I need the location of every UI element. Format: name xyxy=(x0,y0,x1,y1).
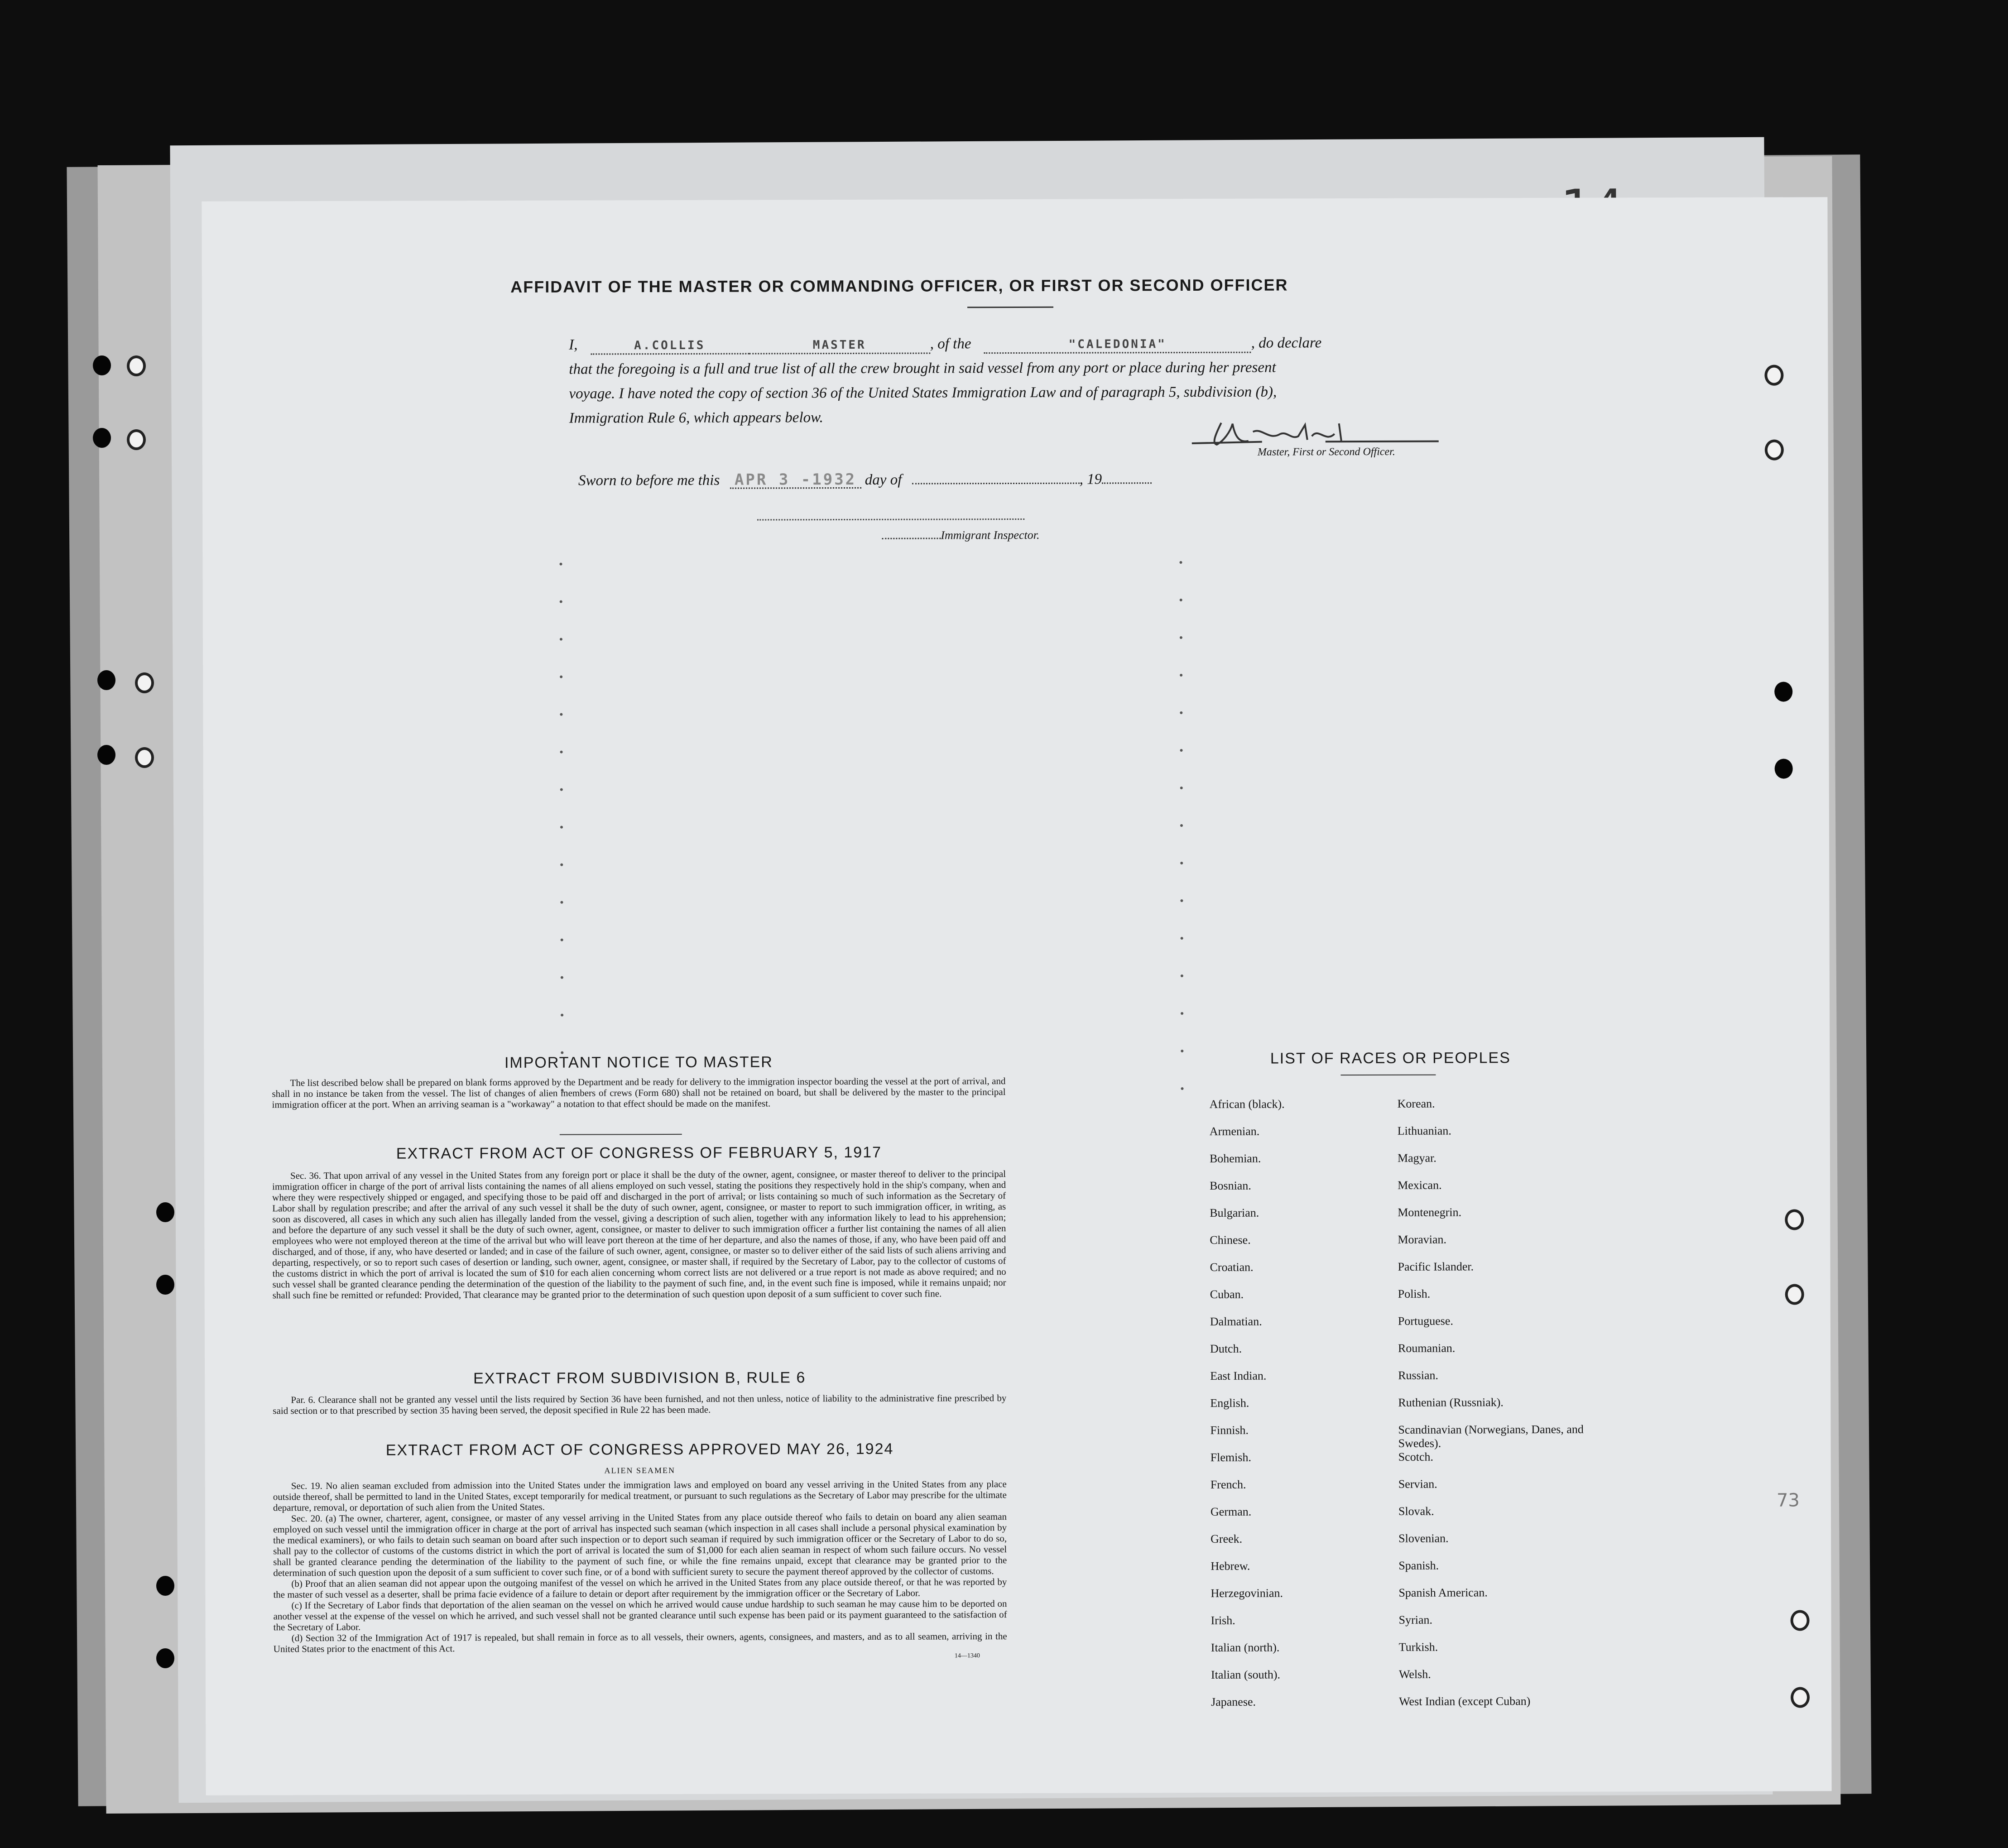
race-entry: English. xyxy=(1210,1396,1249,1410)
affidavit-form-sheet xyxy=(202,197,1831,1795)
important-notice-heading: IMPORTANT NOTICE TO MASTER xyxy=(504,1053,773,1071)
column-dot xyxy=(560,638,562,641)
margin-note: 73 xyxy=(1776,1490,1800,1511)
sec20b-text: (b) Proof that an alien seaman did not appear upon the outgoing manifest of the vessel on which he arrived in the United States from any place outside thereof, or that he was reported by the master of such vessel as a deserter, shall be prima facie evidence of a failure to detain or deport after requirement by the immigration officer or the Secretary of Labor. xyxy=(273,1576,1007,1600)
column-dot xyxy=(560,713,562,716)
race-entry: Magyar. xyxy=(1397,1151,1436,1165)
column-dot xyxy=(560,826,563,829)
punch-hole xyxy=(135,747,154,768)
column-dot xyxy=(560,751,563,754)
punch-hole xyxy=(1791,1610,1810,1631)
race-entry: East Indian. xyxy=(1210,1369,1267,1382)
declaration-line-2: that the foregoing is a full and true list of all the crew brought in said vessel from any port or place during her present xyxy=(569,359,1276,378)
extract-1924-body xyxy=(273,1478,1007,1661)
master-rank-field: MASTER xyxy=(749,337,930,354)
race-entry: Roumanian. xyxy=(1398,1341,1456,1355)
extract-1917-body: Sec. 36. That upon arrival of any vessel in the United States from any foreign port or place it shall be the duty of the owner, agent, consignee, or master thereof to deliver to the principal immigration officer in charge of the port of arrival lists containing the names of all aliens employed on such vessel, stating the positions they respectively hold in the ship's company, when and where they were respectively shipped or engaged, and specifying those to be paid off and discharged in the port of arrival; or lists containing so much of such information as the Secretary of Labor shall by regulation prescribe; and after the arrival of any such vessel it shall be the duty of such owner, agent, consignee, or master to report to such immigration officer, in writing, as soon as discovered, all cases in which any such alien has illegally landed from the vessel, giving a description of such alien, together with any information likely to lead to his apprehension; and before the departure of any such vessel it shall be the duty of such owner, agent, consignee, or master to deliver to such immigration officer a further list containing the names of all alien employees who were not employed thereon at the time of the arrival but who will leave port thereon at the time of her departure, and also the names of those, if any, who have been paid off and discharged, and of those, if any, who have deserted or landed; and in case of the failure of such owner, agent, consignee, or master so to deliver either of the said lists of such aliens arriving and departing, respectively, or so to report such cases of desertion or landing, such owner, agent, consignee, or master shall, if required by the Secretary of Labor, pay to the collector of customs of the customs district in which the port of arrival is located the sum of $10 for each alien concerning whom correct lists are not delivered or a true report is not made as above required; and no such vessel shall be granted clearance pending the determination of the question of the liability to the payment of such fine, and, in the event such fine is imposed, while it remains unpaid; nor shall such fine be remitted or refunded: Provided, That clearance may be granted prior to the determination of such question upon deposit of a sum sufficient to cover such fine. xyxy=(272,1168,1006,1301)
race-entry: Slovenian. xyxy=(1398,1531,1449,1545)
column-dot xyxy=(1180,674,1182,677)
column-dot xyxy=(1180,711,1182,714)
races-column-1 xyxy=(1210,1097,1393,1723)
column-dot xyxy=(1180,749,1183,752)
punch-hole xyxy=(97,745,115,765)
column-dot xyxy=(1181,974,1183,977)
races-rule xyxy=(1340,1075,1436,1076)
column-dot xyxy=(1181,1012,1183,1015)
punch-hole xyxy=(1774,682,1792,702)
declaration-line-3: voyage. I have noted the copy of section 36 of the United States Immigration Law and of paragraph 5, subdivision (b), xyxy=(569,384,1277,402)
heading-rule xyxy=(967,307,1053,308)
race-entry: Lithuanian. xyxy=(1397,1124,1451,1138)
column-dot xyxy=(1180,636,1182,639)
race-entry: Russian. xyxy=(1398,1368,1439,1382)
column-dot xyxy=(1180,787,1183,789)
column-dot xyxy=(559,563,562,566)
race-entry: Pacific Islander. xyxy=(1398,1260,1474,1273)
race-entry: Flemish. xyxy=(1210,1450,1252,1464)
race-entry: Moravian. xyxy=(1398,1233,1447,1246)
punch-hole xyxy=(93,428,111,448)
punch-hole xyxy=(1764,365,1783,386)
race-entry: Mexican. xyxy=(1398,1178,1442,1192)
race-entry: Slovak. xyxy=(1398,1504,1434,1518)
column-dot xyxy=(1181,1050,1183,1052)
declaration-line-4: Immigration Rule 6, which appears below. xyxy=(569,409,823,427)
punch-hole xyxy=(156,1275,174,1295)
column-dot xyxy=(1180,599,1182,601)
race-entry: Turkish. xyxy=(1398,1640,1438,1654)
race-entry: Chinese. xyxy=(1210,1233,1251,1247)
race-entry: African (black). xyxy=(1209,1097,1285,1111)
race-entry: West Indian (except Cuban) xyxy=(1399,1694,1531,1708)
affidavit-heading: AFFIDAVIT OF THE MASTER OR COMMANDING OFFICER, OR FIRST OR SECOND OFFICER xyxy=(510,275,1288,296)
race-entry: Irish. xyxy=(1211,1613,1235,1627)
race-entry: Spanish. xyxy=(1398,1559,1439,1572)
race-entry: Scotch. xyxy=(1398,1450,1433,1464)
column-dot xyxy=(1181,937,1183,940)
race-entry: Montenegrin. xyxy=(1398,1205,1462,1219)
race-entry: Italian (north). xyxy=(1211,1641,1280,1654)
race-entry: Hebrew. xyxy=(1211,1559,1250,1573)
sworn-line: Sworn to before me this APR 3 -1932 day of , 19 xyxy=(578,466,1393,493)
column-dot xyxy=(1180,899,1183,902)
extract-rule6-heading: EXTRACT FROM SUBDIVISION B, RULE 6 xyxy=(473,1369,806,1387)
extract-1917-heading: EXTRACT FROM ACT OF CONGRESS OF FEBRUARY 5, 1917 xyxy=(396,1143,882,1162)
race-entry: Italian (south). xyxy=(1211,1668,1281,1681)
race-entry: Bohemian. xyxy=(1209,1152,1261,1165)
race-entry: Welsh. xyxy=(1398,1667,1431,1681)
races-column-2 xyxy=(1398,1097,1608,1722)
column-dot xyxy=(561,976,563,979)
column-dot xyxy=(1180,862,1183,864)
race-entry: Dalmatian. xyxy=(1210,1315,1262,1328)
race-entry: Scandinavian (Norwegians, Danes, and Swedes). xyxy=(1398,1422,1584,1450)
punch-hole xyxy=(1765,440,1784,461)
race-entry: Cuban. xyxy=(1210,1287,1244,1301)
race-entry: Finnish. xyxy=(1210,1423,1249,1437)
punch-hole xyxy=(156,1202,174,1222)
race-entry: Herzegovinian. xyxy=(1211,1586,1283,1600)
punch-hole xyxy=(1785,1284,1804,1305)
column-dot xyxy=(1181,1087,1184,1090)
sworn-month-field xyxy=(912,483,1080,485)
sworn-year-field xyxy=(1102,482,1152,484)
punch-hole xyxy=(93,355,111,375)
column-dot xyxy=(560,600,562,603)
master-name-field: A.COLLIS xyxy=(591,338,749,355)
race-entry: Korean. xyxy=(1397,1097,1435,1110)
sec19-text: Sec. 19. No alien seaman excluded from admission into the United States under the immigration laws and employed on board any vessel arriving in the United States from any place outside thereof, shall be permitted to land in the United States, except temporarily for medical treatment, or pursuant to such regulations as the Secretary of Labor may prescribe for the ultimate departure, removal, or deportation of such alien from the United States. xyxy=(273,1478,1007,1513)
column-dot xyxy=(561,939,563,941)
punch-hole xyxy=(97,670,115,690)
punch-hole xyxy=(127,355,146,376)
notice-rule xyxy=(560,1134,682,1135)
column-dot xyxy=(560,901,563,904)
punch-hole xyxy=(135,672,154,693)
race-entry: Armenian. xyxy=(1209,1124,1260,1138)
race-entry: Ruthenian (Russniak). xyxy=(1398,1396,1504,1409)
column-dot xyxy=(561,1014,563,1017)
punch-hole xyxy=(1785,1209,1804,1230)
race-entry: Japanese. xyxy=(1211,1695,1256,1709)
extract-1924-heading: EXTRACT FROM ACT OF CONGRESS APPROVED MAY 26, 1924 xyxy=(385,1440,894,1459)
race-entry: Portuguese. xyxy=(1398,1314,1453,1328)
column-dot xyxy=(1179,561,1182,564)
race-entry: Bulgarian. xyxy=(1210,1206,1259,1219)
race-entry: Polish. xyxy=(1398,1287,1431,1301)
extract-rule6-body: Par. 6. Clearance shall not be granted any vessel until the lists required by Section 36 have been furnished, and not then unless, notice of liability to the administrative fine prescribed by said section or to that prescribed by section 35 having been served, the deposit specified in Rule 22 has been made. xyxy=(273,1392,1007,1416)
race-entry: Dutch. xyxy=(1210,1342,1242,1355)
important-notice-body: The list described below shall be prepared on blank forms approved by the Department and be ready for delivery to the immigration inspector boarding the vessel at the port of arrival, and shall in no instance be taken from the vessel. The list of changes of alien members of crews (Form 680) shall not be retained on board, but shall be delivered by the master to the principal immigration officer at the port. When an arriving seaman is a "workaway" a notation to that effect should be made on the manifest. xyxy=(272,1075,1006,1110)
race-entry: French. xyxy=(1210,1478,1246,1491)
race-entry: Greek. xyxy=(1211,1532,1243,1546)
race-entry: Bosnian. xyxy=(1210,1179,1251,1192)
affidavit-declaration xyxy=(569,330,1475,430)
inspector-caption: Immigrant Inspector. xyxy=(882,528,1039,543)
race-entry: German. xyxy=(1210,1505,1252,1518)
inspector-signature-line xyxy=(757,518,1024,521)
races-heading: LIST OF RACES OR PEOPLES xyxy=(1270,1049,1511,1067)
column-dot xyxy=(560,676,562,678)
punch-hole xyxy=(1775,759,1793,779)
form-number: 14—1340 xyxy=(954,1652,980,1660)
sec20a-text: Sec. 20. (a) The owner, charterer, agent, consignee, or master of any vessel arriving in the United States from any place outside thereof who fails to detain on board any alien seaman employed on such vessel until the immigration officer in charge at the port of arrival has inspected such seaman (which inspection in all cases shall include a personal physical examination by the medical examiners), or who fails to detain such seaman on board after such inspection or to deport such seaman if required by such immigration officer or the Secretary of Labor to do so, shall pay to the collector of customs of the customs district in which the port of arrival is located the sum of $1,000 for each alien seaman in respect of whom such failure occurs. No vessel shall be granted clearance pending the determination of the liability to the payment of such fine, or while the fine remains unpaid, except that clearance may be granted prior to the determination of such question upon the deposit of a sum sufficient to cover such fine, or of a bond with sufficient surety to secure the payment thereof approved by the collector of customs. xyxy=(273,1511,1007,1579)
punch-hole xyxy=(156,1576,174,1596)
declaration-line-1: I, A.COLLIS MASTER , of the "CALEDONIA" , do declare xyxy=(569,330,1475,357)
race-entry: Croatian. xyxy=(1210,1260,1254,1274)
race-entry: Spanish American. xyxy=(1398,1586,1488,1599)
column-dot xyxy=(560,788,563,791)
punch-hole xyxy=(1791,1687,1810,1708)
sec20c-text: (c) If the Secretary of Labor finds that deportation of the alien seaman on the vessel on which he arrived would cause undue hardship to such seaman he may cause him to be deported on another vessel at the expense of the vessel on which he arrived, and such vessel shall not be granted clearance until such expense has been paid or its payment guaranteed to the satisfaction of the Secretary of Labor. xyxy=(273,1598,1007,1633)
column-dot xyxy=(1180,824,1183,827)
column-dot xyxy=(560,864,563,866)
sworn-date-stamp: APR 3 -1932 xyxy=(730,472,861,489)
punch-hole xyxy=(156,1648,174,1668)
vessel-name-field: "CALEDONIA" xyxy=(984,336,1251,354)
punch-hole xyxy=(127,429,146,450)
extract-1924-subheading: ALIEN SEAMEN xyxy=(604,1465,676,1475)
race-entry: Servian. xyxy=(1398,1477,1437,1491)
race-entry: Syrian. xyxy=(1398,1613,1433,1627)
signature-caption: Master, First or Second Officer. xyxy=(1257,446,1395,458)
sec20d-text: (d) Section 32 of the Immigration Act of 1917 is repealed, but shall remain in force as to all vessels, their owners, agents, consignees, and masters, and as to all seamen, arriving in the United States prior to the enactment of this Act. xyxy=(273,1631,1007,1655)
